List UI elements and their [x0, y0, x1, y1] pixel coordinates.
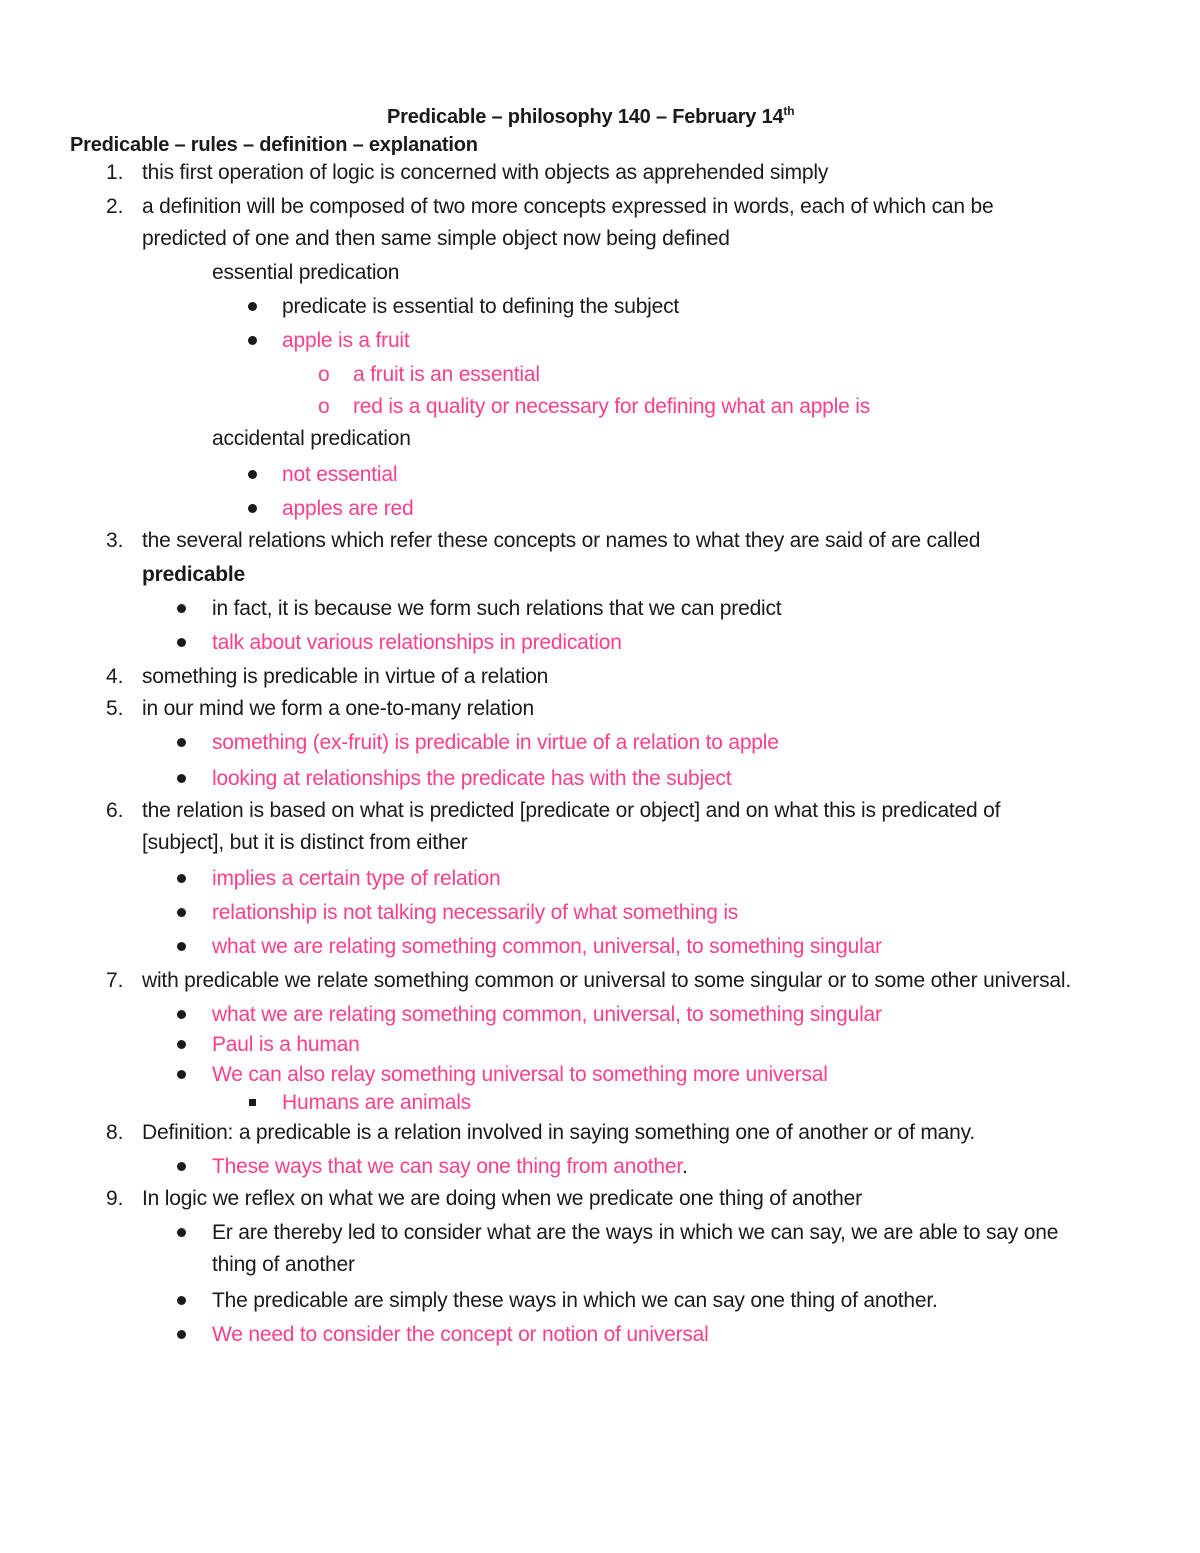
essential-heading: essential predication — [212, 261, 400, 284]
bullet-icon — [177, 1330, 186, 1339]
bullet-icon — [177, 604, 186, 613]
list-item-3-line-1: the several relations which refer these concepts or names to what they are said of are called — [142, 529, 981, 552]
bullet-icon — [248, 336, 257, 345]
title-text: Predicable – philosophy 140 – February 14 — [387, 106, 784, 128]
bullet-icon — [177, 874, 186, 883]
bullet-icon — [177, 1162, 186, 1171]
essential-sub-2: red is a quality or necessary for defining what an apple is — [353, 395, 870, 418]
list-item-4: something is predicable in virtue of a relation — [142, 665, 549, 688]
bullet-icon — [177, 1010, 186, 1019]
item9-bullet-1-line-2: thing of another — [212, 1253, 355, 1276]
essential-sub-1: a fruit is an essential — [353, 363, 540, 386]
item8-bullet-1 — [212, 1154, 688, 1180]
list-number-1: 1. — [106, 161, 124, 184]
accidental-bullet-2: apples are red — [282, 497, 414, 520]
list-number-4: 4. — [106, 665, 124, 688]
item5-bullet-2: looking at relationships the predicate has with the subject — [212, 767, 732, 790]
bullet-icon — [177, 774, 186, 783]
list-number-8: 8. — [106, 1121, 124, 1144]
bullet-icon — [248, 504, 257, 513]
bullet-icon — [177, 942, 186, 951]
bullet-icon — [177, 738, 186, 747]
bullet-icon — [177, 1070, 186, 1079]
list-item-6-line-1: the relation is based on what is predicted [predicate or object] and on what this is predicated of — [142, 799, 1001, 822]
accidental-heading: accidental predication — [212, 427, 411, 450]
essential-bullet-1: predicate is essential to defining the subject — [282, 295, 680, 318]
list-number-6: 6. — [106, 799, 124, 822]
list-item-2-line-1: a definition will be composed of two more concepts expressed in words, each of which can be — [142, 195, 994, 218]
bullet-icon — [177, 1228, 186, 1237]
item7-bullet-3: We can also relay something universal to something more universal — [212, 1063, 828, 1086]
essential-bullet-2: apple is a fruit — [282, 329, 410, 352]
list-number-5: 5. — [106, 697, 124, 720]
list-item-9: In logic we reflex on what we are doing when we predicate one thing of another — [142, 1187, 862, 1210]
bullet-icon — [177, 1040, 186, 1049]
list-item-3-line-2: predicable — [142, 563, 246, 586]
list-item-5: in our mind we form a one-to-many relation — [142, 697, 534, 720]
sub-marker: o — [318, 363, 330, 386]
list-number-3: 3. — [106, 529, 124, 552]
item9-bullet-3: We need to consider the concept or notion of universal — [212, 1323, 709, 1346]
bullet-icon — [248, 470, 257, 479]
item6-bullet-3: what we are relating something common, universal, to something singular — [212, 935, 882, 958]
list-number-9: 9. — [106, 1187, 124, 1210]
bullet-icon — [177, 908, 186, 917]
item7-sub-1: Humans are animals — [282, 1091, 471, 1114]
accidental-bullet-1: not essential — [282, 463, 398, 486]
title-superscript: th — [783, 104, 795, 118]
item7-bullet-1: what we are relating something common, universal, to something singular — [212, 1003, 882, 1026]
item3-bullet-1: in fact, it is because we form such relations that we can predict — [212, 597, 782, 620]
list-item-6-line-2: [subject], but it is distinct from either — [142, 831, 468, 854]
item5-bullet-1: something (ex-fruit) is predicable in virtue of a relation to apple — [212, 731, 779, 754]
document-subtitle: Predicable – rules – definition – explanation — [70, 134, 478, 156]
bullet-icon — [177, 638, 186, 647]
item6-bullet-2: relationship is not talking necessarily of what something is — [212, 901, 739, 924]
list-number-7: 7. — [106, 969, 124, 992]
bullet-icon — [248, 302, 257, 311]
item9-bullet-1-line-1: Er are thereby led to consider what are the ways in which we can say, we are able to say one — [212, 1221, 1059, 1244]
item8-bullet-1-period: . — [681, 1155, 688, 1178]
list-item-7: with predicable we relate something common or universal to some singular or to some other universal. — [142, 969, 1071, 992]
square-bullet-icon — [249, 1099, 256, 1106]
item8-bullet-1-text: These ways that we can say one thing from another — [212, 1155, 682, 1178]
sub-marker: o — [318, 395, 330, 418]
list-item-1: this first operation of logic is concerned with objects as apprehended simply — [142, 161, 829, 184]
item7-bullet-2: Paul is a human — [212, 1033, 360, 1056]
list-item-2-line-2: predicted of one and then same simple object now being defined — [142, 227, 730, 250]
item6-bullet-1: implies a certain type of relation — [212, 867, 501, 890]
list-number-2: 2. — [106, 195, 124, 218]
list-item-8: Definition: a predicable is a relation involved in saying something one of another or of many. — [142, 1121, 975, 1144]
document-title — [387, 104, 794, 130]
bullet-icon — [177, 1296, 186, 1305]
item9-bullet-2: The predicable are simply these ways in which we can say one thing of another. — [212, 1289, 938, 1312]
item3-bullet-2: talk about various relationships in predication — [212, 631, 622, 654]
